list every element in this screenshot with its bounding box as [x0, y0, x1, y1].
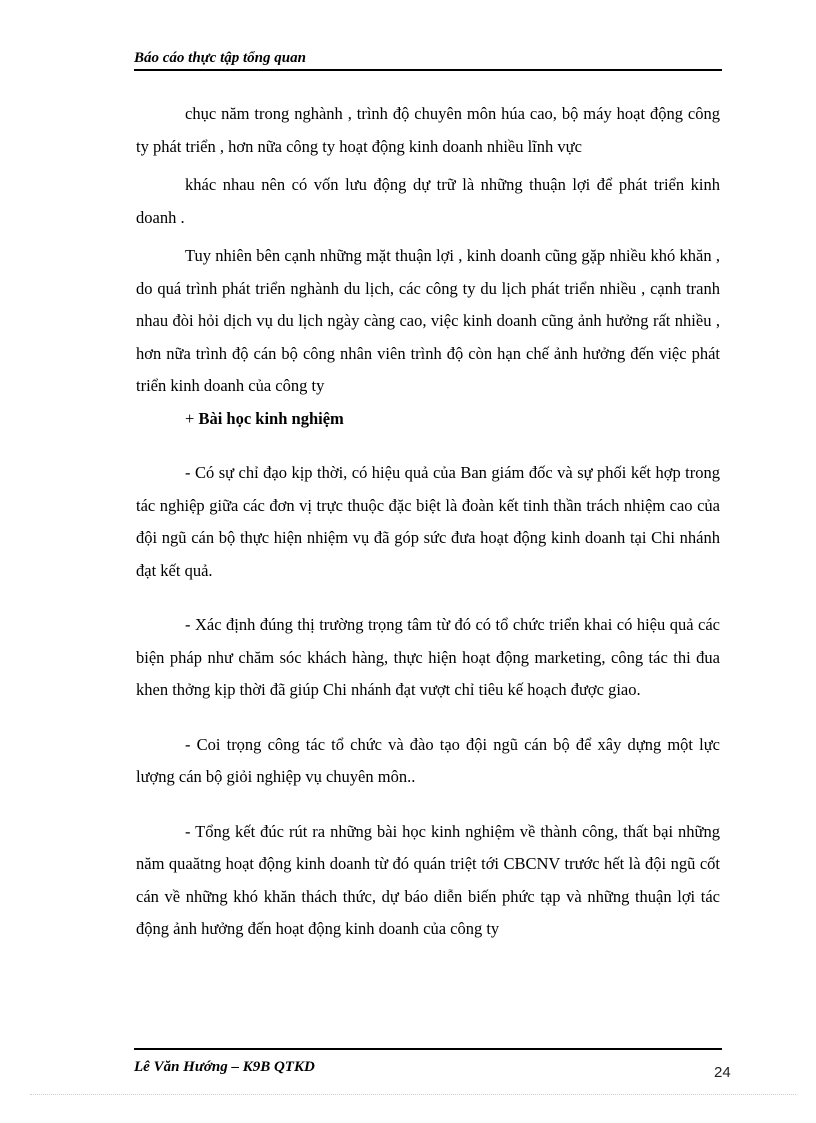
section-title: Bài học kinh nghiệm	[198, 408, 344, 428]
paragraph: khác nhau nên có vốn lưu động dự trữ là những thuận lợi để phát triển kinh doanh .	[136, 175, 720, 227]
footer-author: Lê Văn Hướng – K9B QTKD	[134, 1059, 315, 1075]
page-header	[134, 49, 722, 71]
lesson-item: - Tổng kết đúc rút ra những bài học kinh nghiệm về thành công, thất bại những năm quaătng hoạt động kinh doanh từ đó quán triệt tới CBCNV trước hết là đội ngũ cốt cán về những khó khăn thách thức, dự báo diễn biến phức tạp và những thuận lợi tác động ảnh hưởng đến hoạt động kinh doanh của công ty	[136, 821, 720, 938]
paragraph: Tuy nhiên bên cạnh những mặt thuận lợi , kinh doanh cũng gặp nhiều khó khăn , do quá trình phát triển nghành du lịch, các công ty du lịch phát triển nhiều , cạnh tranh nhau đòi hỏi dịch vụ du lịch ngày càng cao, việc kinh doanh cũng ảnh hưởng rất nhiều , hơn nữa trình độ cán bộ công nhân viên trình độ còn hạn chế ảnh hưởng đến việc phát triển kinh doanh của công ty	[136, 246, 720, 395]
lesson-item: - Coi trọng công tác tổ chức và đào tạo đội ngũ cán bộ để xây dựng một lực lượng cán bộ giỏi nghiệp vụ chuyên môn..	[136, 734, 720, 786]
page-number: 24	[714, 1064, 731, 1081]
header-title: Báo cáo thực tập tổng quan	[134, 50, 306, 66]
section-prefix: +	[185, 408, 195, 428]
page-bottom-divider	[30, 1094, 796, 1095]
section-heading	[136, 403, 720, 436]
paragraph: chục năm trong nghành , trình độ chuyên môn húa cao, bộ máy hoạt động công ty phát triển , hơn nữa công ty hoạt động kinh doanh nhiều lĩnh vực	[136, 104, 720, 156]
lesson-item: - Xác định đúng thị trường trọng tâm từ đó có tổ chức triển khai có hiệu quả các biện pháp như chăm sóc khách hàng, thực hiện hoạt động marketing, công tác thi đua khen thởng kịp thời đã giúp Chi nhánh đạt vượt chỉ tiêu kế hoạch được giao.	[136, 615, 720, 699]
page-footer	[134, 1048, 722, 1075]
document-body	[136, 98, 720, 946]
lesson-item: - Có sự chỉ đạo kịp thời, có hiệu quả của Ban giám đốc và sự phối kết hợp trong tác nghiệp giữa các đơn vị trực thuộc đặc biệt là đoàn kết tinh thần trách nhiệm cao của đội ngũ cán bộ thực hiện nhiệm vụ đã góp sức đưa hoạt động kinh doanh tại Chi nhánh đạt kết quả.	[136, 463, 720, 580]
